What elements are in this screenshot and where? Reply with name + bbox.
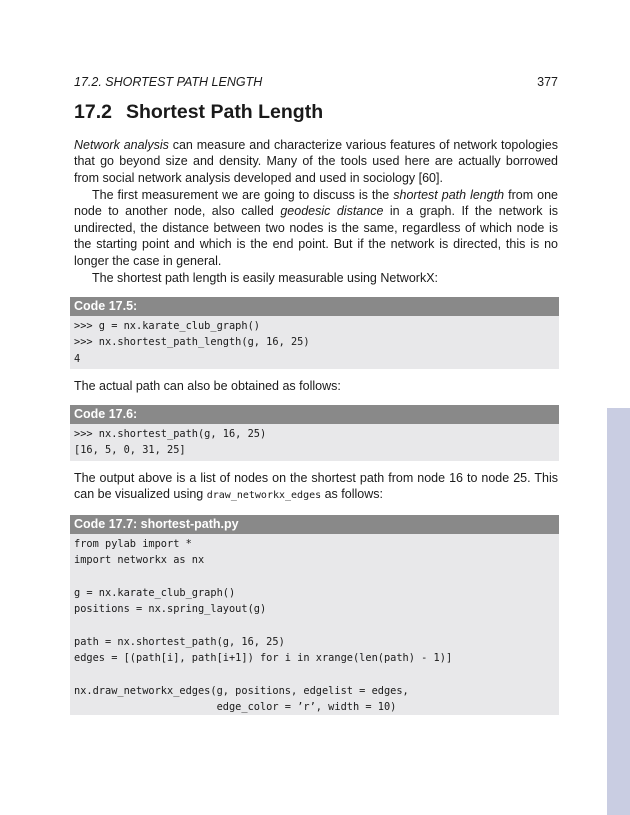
paragraph-text: in a graph. If the network is undirected, the distance between two nodes is the same, regardless of which node is the starting point and which is the end point. But if the network is directed, this is no longer the case in general. bbox=[74, 204, 558, 268]
paragraph-actual-path: The actual path can also be obtained as follows: bbox=[74, 379, 341, 393]
paragraph-text: as follows: bbox=[321, 487, 383, 502]
chapter-side-tab bbox=[607, 408, 630, 815]
code-block-content: >>> nx.shortest_path(g, 16, 25) [16, 5, 0, 31, 25] bbox=[74, 428, 267, 457]
paragraph-networkx: The shortest path length is easily measurable using NetworkX: bbox=[92, 271, 439, 285]
code-block-17-5 bbox=[70, 297, 559, 369]
term-shortest-path-length: shortest path length bbox=[393, 188, 505, 202]
code-block-label: Code 17.6: bbox=[70, 405, 559, 424]
paragraph-output bbox=[74, 470, 558, 505]
running-head bbox=[74, 74, 558, 90]
inline-code-draw-networkx-edges: draw_networkx_edges bbox=[206, 490, 322, 502]
code-block-content: >>> g = nx.karate_club_graph() >>> nx.shortest_path_length(g, 16, 25) 4 bbox=[74, 320, 310, 365]
term-geodesic-distance: geodesic distance bbox=[280, 204, 384, 219]
code-block-17-7 bbox=[70, 515, 559, 715]
paragraph-intro bbox=[74, 137, 558, 186]
code-block-content: from pylab import * import networkx as nx g = nx.karate_club_graph() positions = nx.spring_layout(g) path = nx.shortest_path(g, 16, 25) edges = [(path[i], path[i+1]) for i in xrange(len(path) - 1)] nx.draw_networkx_edges(g, positions, edgelist = edges, edge_color = ’r’, width = 10) bbox=[74, 538, 453, 713]
section-number: 17.2 bbox=[74, 101, 112, 123]
paragraph-text: The first measurement we are going to discuss is the bbox=[92, 188, 394, 202]
running-head-section: 17.2. SHORTEST PATH LENGTH bbox=[74, 75, 263, 89]
paragraph-text: from one node to another node, also called bbox=[74, 188, 559, 219]
section-title-text: Shortest Path Length bbox=[125, 101, 324, 123]
paragraph-text: The output above is a list of nodes on the shortest path from node 16 to node 25. This can be visualized using bbox=[74, 471, 558, 502]
page-number: 377 bbox=[537, 75, 558, 89]
code-block-label: Code 17.7: shortest-path.py bbox=[70, 515, 559, 534]
paragraph-intro-text: can measure and characterize various features of network topologies that go beyond size and density. Many of the tools used here are actually borrowed from social network analysis developed and used in sociology [60]. bbox=[74, 138, 558, 185]
section-title bbox=[74, 100, 323, 124]
paragraph-shortest-path bbox=[74, 187, 558, 269]
code-block-label: Code 17.5: bbox=[70, 297, 559, 316]
code-block-17-6 bbox=[70, 405, 559, 461]
term-network-analysis: Network analysis bbox=[74, 138, 169, 152]
